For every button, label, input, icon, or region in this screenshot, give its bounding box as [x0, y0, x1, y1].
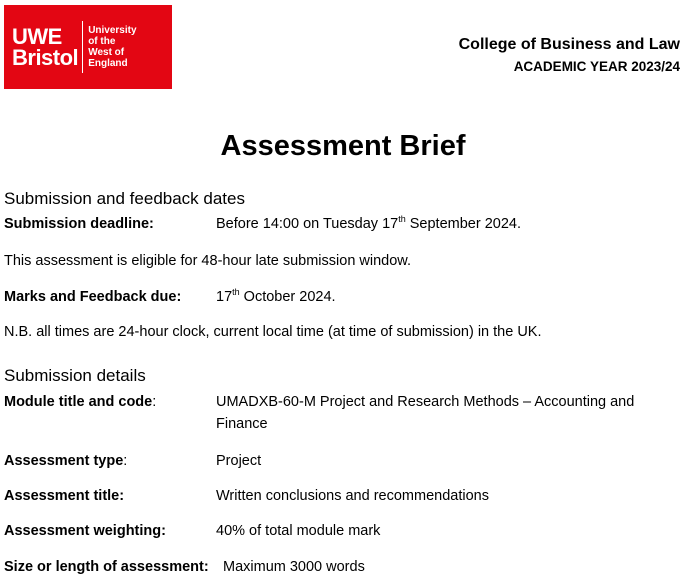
logo-line-uwe: UWE	[12, 24, 62, 49]
assessment-size-value: Maximum 3000 words	[223, 559, 365, 575]
assessment-weighting-label: Assessment weighting:	[4, 523, 166, 539]
assessment-title-value: Written conclusions and recommendations	[216, 488, 489, 504]
logo-sub-line: West of	[88, 47, 125, 58]
logo-university-text	[88, 25, 136, 69]
uwe-bristol-logo	[4, 5, 172, 89]
assessment-title-label: Assessment title:	[4, 488, 125, 504]
details-section-heading: Submission details	[4, 366, 146, 385]
module-value: UMADXB-60-M Project and Research Methods – Accounting and Finance	[216, 394, 635, 432]
page-title: Assessment Brief	[220, 130, 466, 162]
academic-year: ACADEMIC YEAR 2023/24	[513, 59, 680, 74]
late-submission-text: This assessment is eligible for 48-hour late submission window.	[4, 253, 411, 269]
feedback-day: 17	[216, 289, 233, 305]
deadline-ordinal: th	[398, 214, 406, 225]
deadline-text: Before 14:00 on Tuesday 17	[216, 216, 399, 232]
feedback-due-value	[216, 286, 676, 308]
time-note-text: N.B. all times are 24-hour clock, current local time (at time of submission) in the UK.	[4, 324, 542, 340]
logo-wordmark	[12, 26, 78, 68]
assessment-size-label: Size or length of assessment:	[4, 559, 209, 575]
dates-section-heading: Submission and feedback dates	[4, 189, 245, 208]
feedback-month-year: October 2024.	[239, 289, 336, 305]
deadline-text-end: September 2024.	[405, 216, 521, 232]
document-header	[459, 35, 680, 76]
submission-deadline-label: Submission deadline:	[4, 216, 154, 232]
logo-sub-line: University	[88, 25, 137, 36]
feedback-ordinal: th	[232, 287, 240, 298]
assessment-type-label-text: Assessment type	[4, 453, 124, 469]
assessment-type-value: Project	[216, 453, 262, 469]
logo-line-bristol: Bristol	[12, 45, 79, 70]
assessment-type-label	[4, 450, 127, 472]
college-name: College of Business and Law	[458, 36, 680, 53]
module-label-text: Module title and code	[4, 394, 153, 410]
module-label	[4, 391, 156, 413]
assessment-weighting-value: 40% of total module mark	[216, 523, 381, 539]
logo-sub-line: of the	[88, 36, 116, 47]
module-label-colon: :	[152, 394, 157, 410]
logo-divider	[82, 21, 83, 73]
logo-sub-line: England	[88, 58, 128, 69]
submission-deadline-value	[216, 213, 676, 235]
feedback-due-label: Marks and Feedback due:	[4, 289, 182, 305]
assessment-type-label-colon: :	[123, 453, 128, 469]
